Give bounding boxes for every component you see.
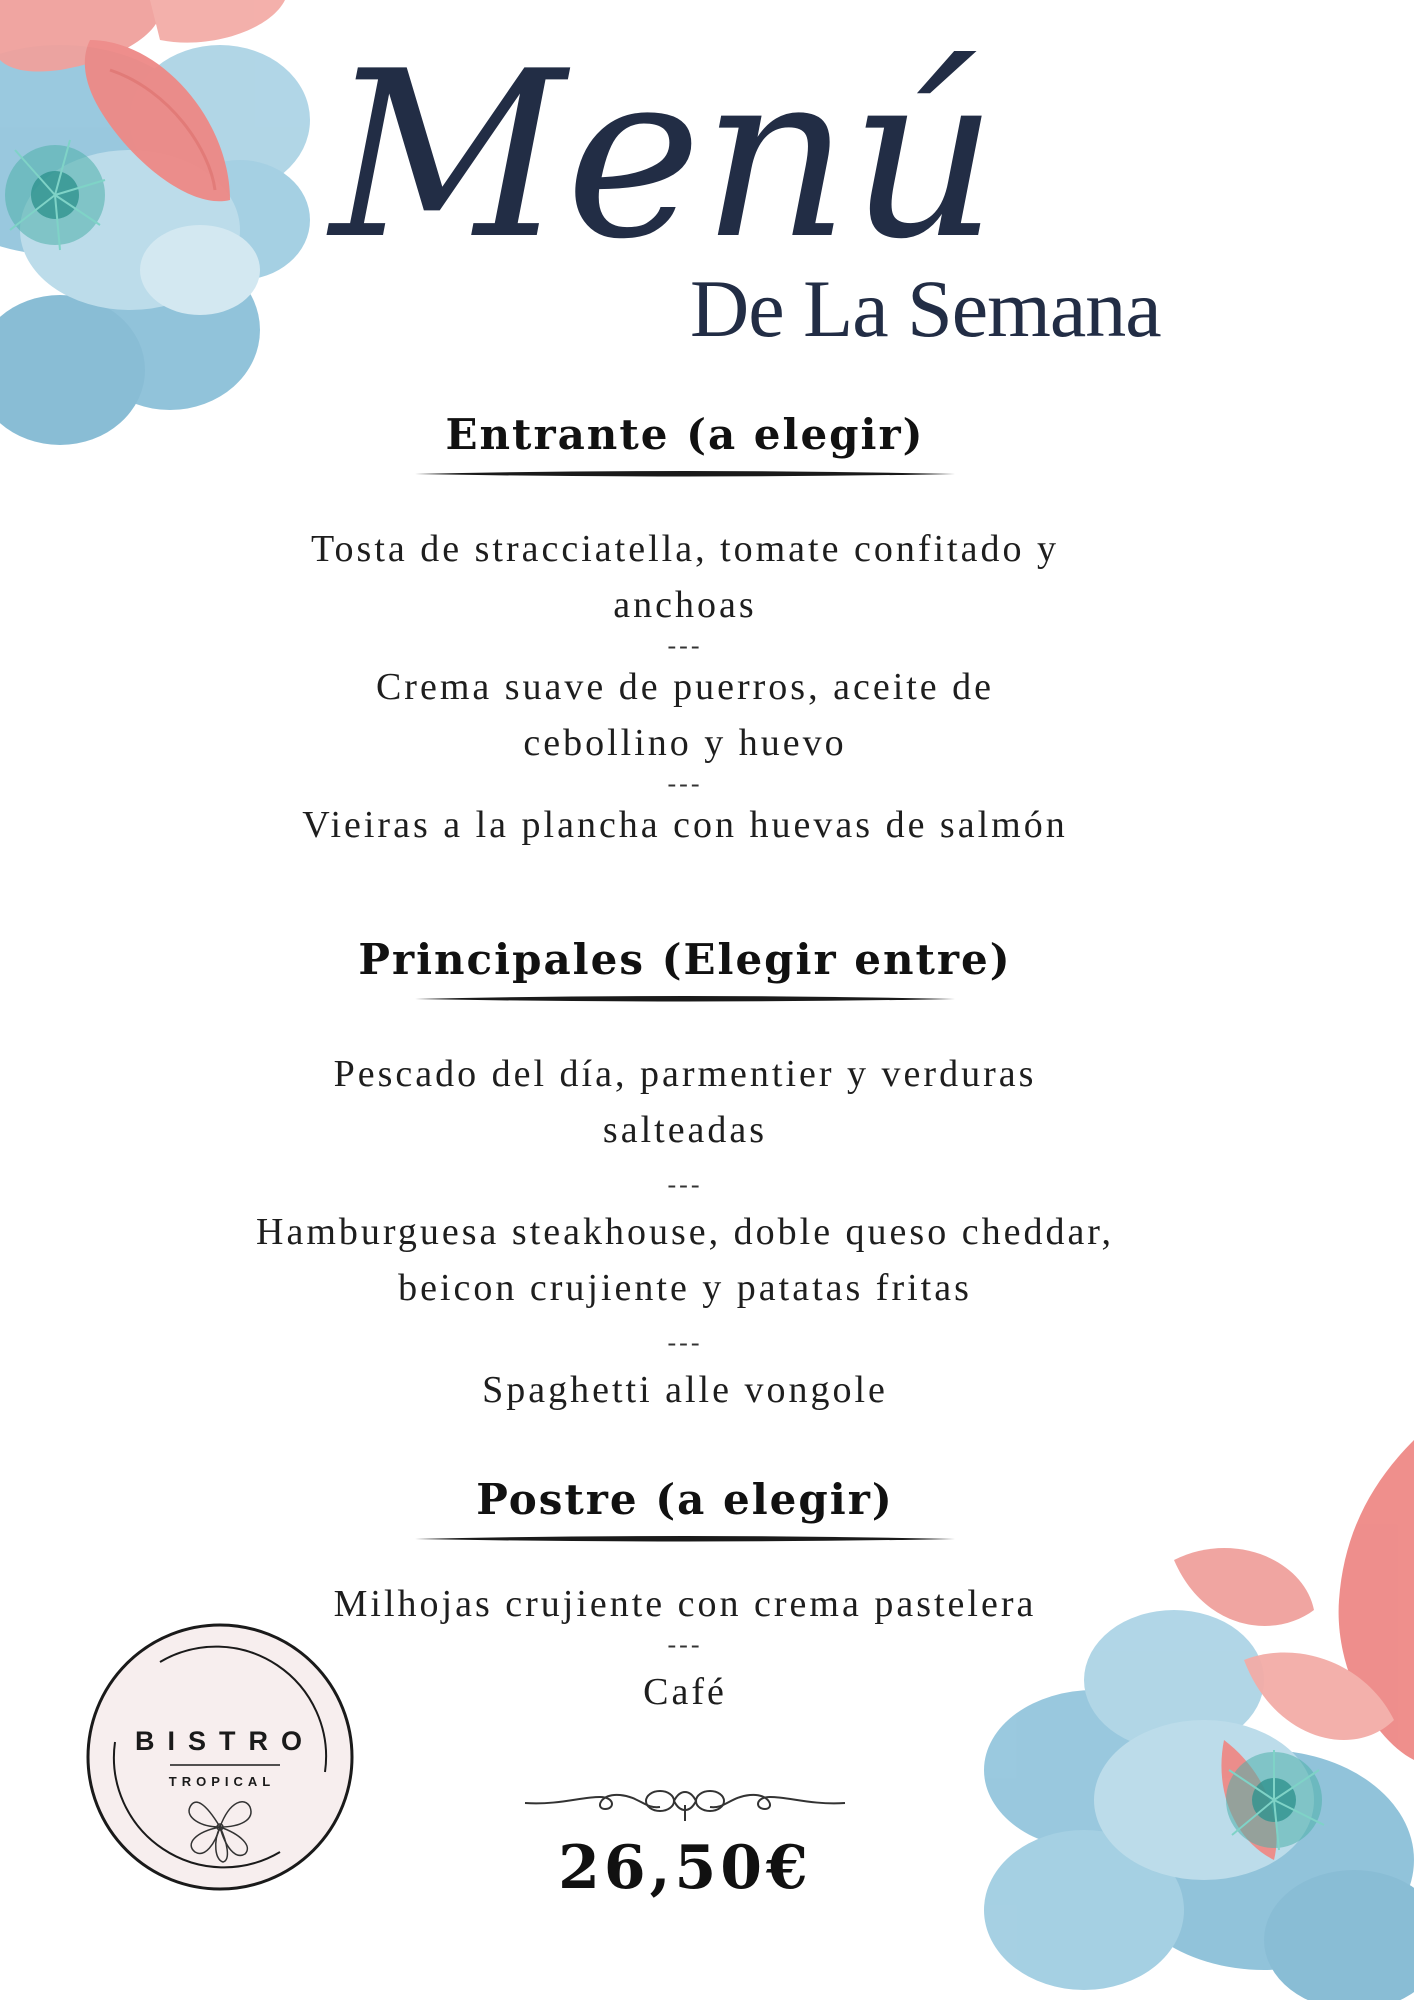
flourish-ornament-icon [520, 1775, 850, 1825]
dish-line: Hamburguesa steakhouse, doble queso cheddar, [256, 1211, 1114, 1253]
item-separator: --- [667, 631, 703, 660]
dish-line: Milhojas crujiente con crema pastelera [333, 1583, 1037, 1625]
dish-line: Vieiras a la plancha con huevas de salmón [302, 804, 1068, 846]
dish-line: cebollino y huevo [523, 722, 847, 764]
section-title: Principales (Elegir entre) [358, 935, 1012, 984]
svg-text:BISTRO: BISTRO [134, 1726, 316, 1756]
menu-price: 26,50€ [558, 1833, 812, 1903]
item-separator: --- [667, 769, 703, 798]
dish-line: beicon crujiente y patatas fritas [398, 1267, 972, 1309]
svg-text:TROPICAL: TROPICAL [168, 1774, 276, 1789]
dish-line: salteadas [602, 1109, 768, 1151]
svg-text:Menú: Menú [330, 23, 998, 290]
section-divider [415, 992, 955, 1006]
section-divider [415, 1532, 955, 1546]
menu-subtitle: De La Semana [690, 263, 1161, 354]
section-title: Postre (a elegir) [476, 1475, 894, 1524]
dish-line: anchoas [613, 584, 757, 626]
dish-line: Spaghetti alle vongole [482, 1369, 888, 1411]
flower-top-left-icon [0, 0, 320, 460]
item-separator: --- [667, 1328, 703, 1357]
dish-line: Tosta de stracciatella, tomate confitado y [311, 528, 1059, 570]
item-separator: --- [667, 1170, 703, 1199]
section-title: Entrante (a elegir) [445, 410, 925, 459]
dish-line: Café [643, 1671, 727, 1713]
dish-line: Crema suave de puerros, aceite de [375, 666, 995, 708]
item-separator: --- [667, 1630, 703, 1659]
dish-line: Pescado del día, parmentier y verduras [333, 1053, 1037, 1095]
section-entrante [160, 410, 1210, 853]
section-divider [415, 467, 955, 481]
section-principales [160, 935, 1210, 1418]
bistro-tropical-logo [85, 1622, 355, 1892]
menu-title [320, 20, 998, 290]
